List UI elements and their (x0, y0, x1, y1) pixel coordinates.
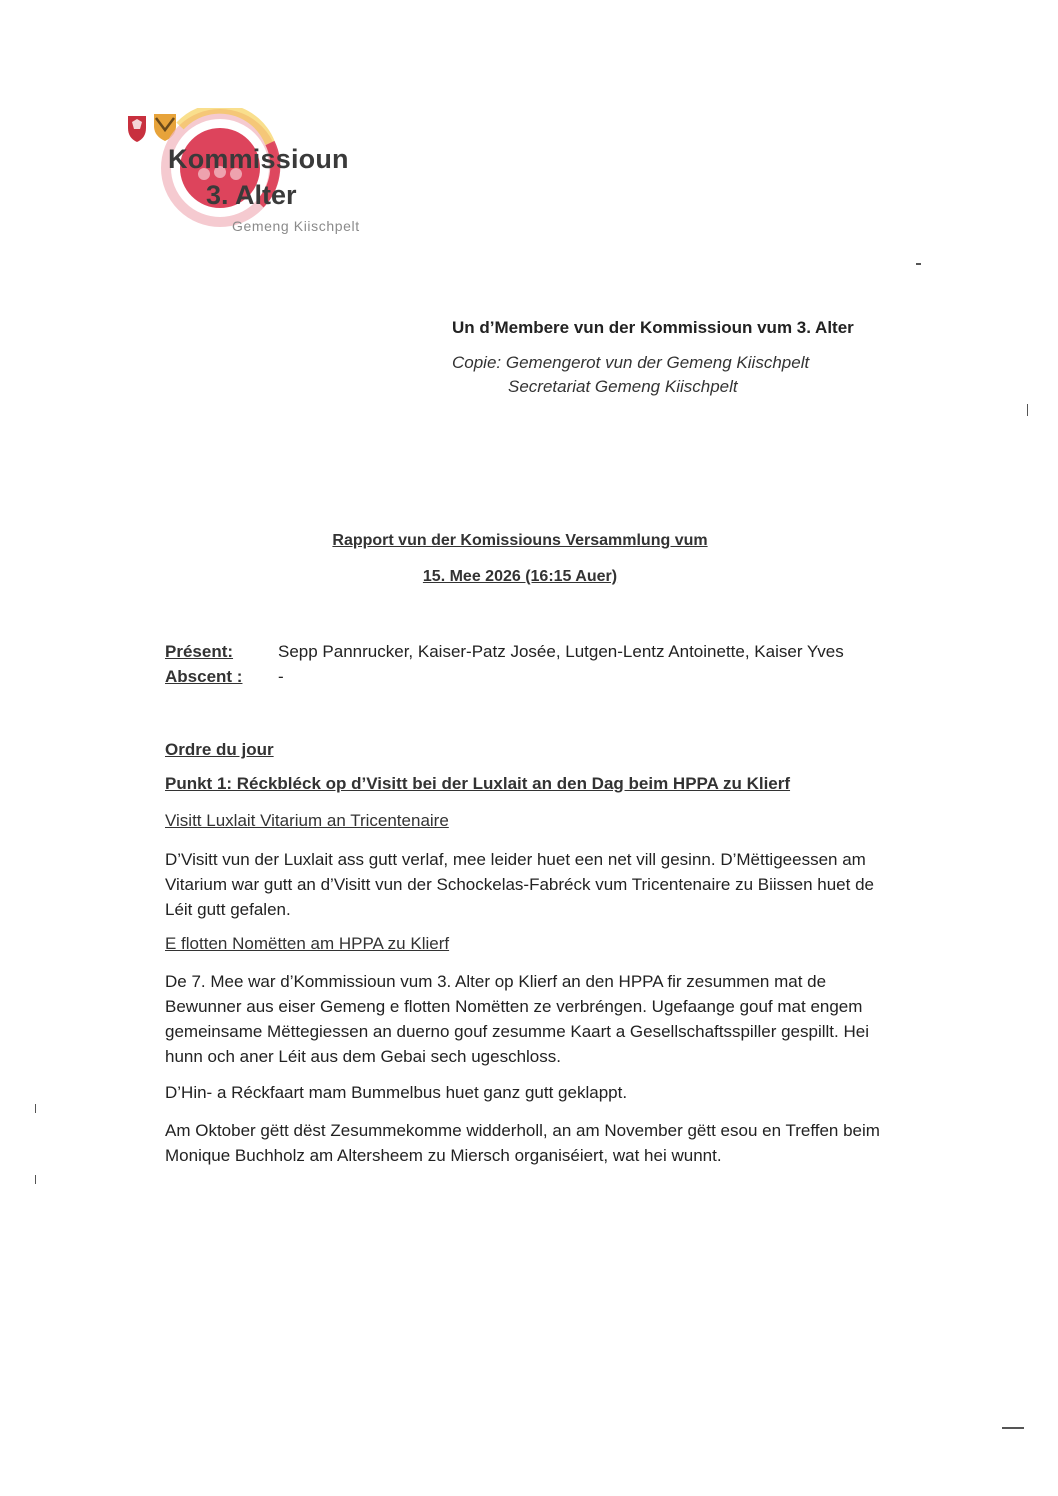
paragraph-hppa: De 7. Mee war d’Kommissioun vum 3. Alter op Klierf an den HPPA fir zesummen mat de Bewunner aus eiser Gemeng e flotten Nomëtten ze verbréngen. Ugefaange gouf mat engem gemeinsame Mëttegiessen an duerno gouf zesumme Kaart a Gesellschaftsspiller gespillt. Hei hunn och aner Léit aus dem Gebai sech ugeschloss. (165, 972, 869, 1066)
subheading-luxlait: Visitt Luxlait Vitarium an Tricentenaire (165, 811, 449, 830)
paragraph-outlook: Am Oktober gëtt dëst Zesummekomme widderholl, an am November gëtt esou en Treffen beim Monique Buchholz am Altersheem zu Miersch organiséiert, wat hei wunnt. (165, 1121, 880, 1165)
addressee: Un d’Membere vun der Kommissioun vum 3. Alter (452, 318, 854, 337)
agenda-point-1: Punkt 1: Réckbléck op d’Visitt bei der Luxlait an den Dag beim HPPA zu Klierf (165, 774, 791, 793)
logo-subtitle: 3. Alter (206, 180, 297, 210)
commission-logo (120, 108, 390, 243)
paragraph-luxlait: D’Visitt vun der Luxlait ass gutt verlaf, mee leider huet een net vill gesinn. D’Mëttigeessen am Vitarium war gutt an d’Visitt vun der Schockelas-Fabréck vum Tricentenaire zu Biissen huet de Léit gutt gefalen. (165, 850, 874, 919)
report-date: 15. Mee 2026 (16:15 Auer) (422, 568, 618, 585)
absent-value: - (278, 667, 284, 686)
agenda-heading: Ordre du jour (165, 740, 274, 759)
absent-label: Abscent : (165, 667, 243, 686)
present-value: Sepp Pannrucker, Kaiser-Patz Josée, Lutgen-Lentz Antoinette, Kaiser Yves (278, 642, 844, 661)
report-title: Rapport vun der Komissiouns Versammlung vum (332, 532, 708, 549)
scan-mark (35, 1104, 36, 1113)
copy-recipient-2: Secretariat Gemeng Kiischpelt (508, 377, 738, 396)
logo-municipality: Gemeng Kiischpelt (232, 218, 360, 234)
subheading-hppa: E flotten Nomëtten am HPPA zu Klierf (165, 934, 450, 953)
logo-title: Kommissioun (168, 144, 349, 174)
copy-recipient-1: Copie: Gemengerot vun der Gemeng Kiischpelt (452, 353, 810, 372)
paragraph-transport: D’Hin- a Réckfaart mam Bummelbus huet ganz gutt geklappt. (165, 1083, 628, 1102)
scan-mark (35, 1175, 36, 1184)
scan-mark (916, 263, 921, 265)
present-label: Présent: (165, 642, 234, 661)
scan-mark (1002, 1427, 1024, 1429)
scan-mark (1027, 404, 1028, 416)
